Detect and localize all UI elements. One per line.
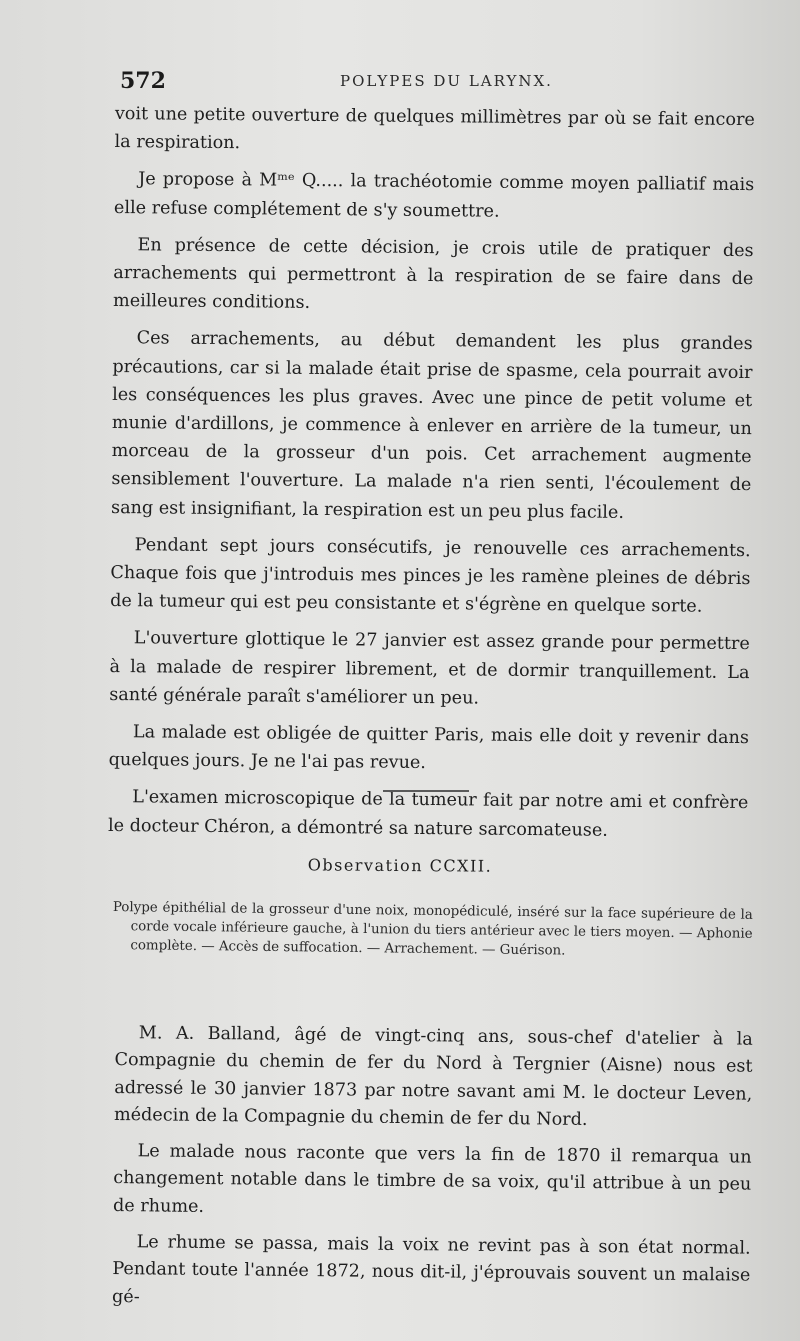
paragraph: Le rhume se passa, mais la voix ne revint pas à son état normal. Pendant toute l'année 1872, nous dit-il, j'éprouvais souvent un malaise gé- <box>111 1232 751 1307</box>
paragraph: En présence de cette décision, je crois utile de pratiquer des arrachements qui permettront à la respiration de se faire dans de meilleures conditions. <box>112 235 754 314</box>
body-text <box>108 100 755 855</box>
observation-title: Observation CCXII. <box>307 855 493 876</box>
paragraph: voit une petite ouverture de quelques millimètres par où se fait encore la respiration. <box>114 103 755 154</box>
observation-body-text <box>112 1020 753 1327</box>
paragraph: L'ouverture glottique le 27 janvier est assez grande pour permettre à la malade de respirer librement, et de dormir tranquillement. La santé générale paraît s'améliorer un peu. <box>109 628 750 709</box>
page-number: 572 <box>120 68 166 94</box>
paragraph: Je propose à Mᵐᵉ Q..... la trachéotomie comme moyen palliatif mais elle refuse complétement de s'y soumettre. <box>113 169 755 222</box>
running-title: POLYPES DU LARYNX. <box>340 72 553 90</box>
page-header <box>120 68 760 98</box>
section-divider <box>383 790 469 792</box>
paragraph: L'examen microscopique de la tumeur fait par notre ami et confrère le docteur Chéron, a démontré sa nature sarcomateuse. <box>107 787 749 841</box>
paragraph: M. A. Balland, âgé de vingt-cinq ans, sous-chef d'atelier à la Compagnie du chemin de fer du Nord à Tergnier (Aisne) nous est adressé le 30 janvier 1873 par notre savant ami M. le docteur Leven, médecin de la Compagnie du chemin de fer du Nord. <box>113 1023 753 1130</box>
paragraph: Pendant sept jours consécutifs, je renouvelle ces arrachements. Chaque fois que j'introduis mes pinces je les ramène pleines de débris de la tumeur qui est peu consistante et s'égrène en quelque sorte. <box>110 535 751 617</box>
summary-text: Polype épithélial de la grosseur d'une noix, monopédiculé, inséré sur la face supérieure de la corde vocale inférieure gauche, à l'union du tiers antérieur avec le tiers moyen. — Aphonie complète. — Accès de suffocation. — Arrachement. — Guérison. <box>112 899 753 959</box>
paragraph: La malade est obligée de quitter Paris, mais elle doit y revenir dans quelques jours. Je ne l'ai pas revue. <box>108 722 749 774</box>
paragraph: Le malade nous raconte que vers la fin de 1870 il remarqua un changement notable dans le timbre de sa voix, qu'il attribue à un peu de rhume. <box>112 1141 752 1217</box>
paragraph: Ces arrachements, au début demandent les plus grandes précautions, car si la malade était prise de spasme, cela pourrait avoir les conséquences les plus graves. Avec une pince de petit volume et munie d'ardillons, je commence à enlever en arrière de la tumeur, un morceau de la grosseur d'un pois. Cet arrachement augmente sensiblement l'ouverture. La malade n'a rien senti, l'écoulement de sang est insignifiant, la respiration est un peu plus facile. <box>110 328 753 523</box>
observation-summary <box>112 898 753 963</box>
